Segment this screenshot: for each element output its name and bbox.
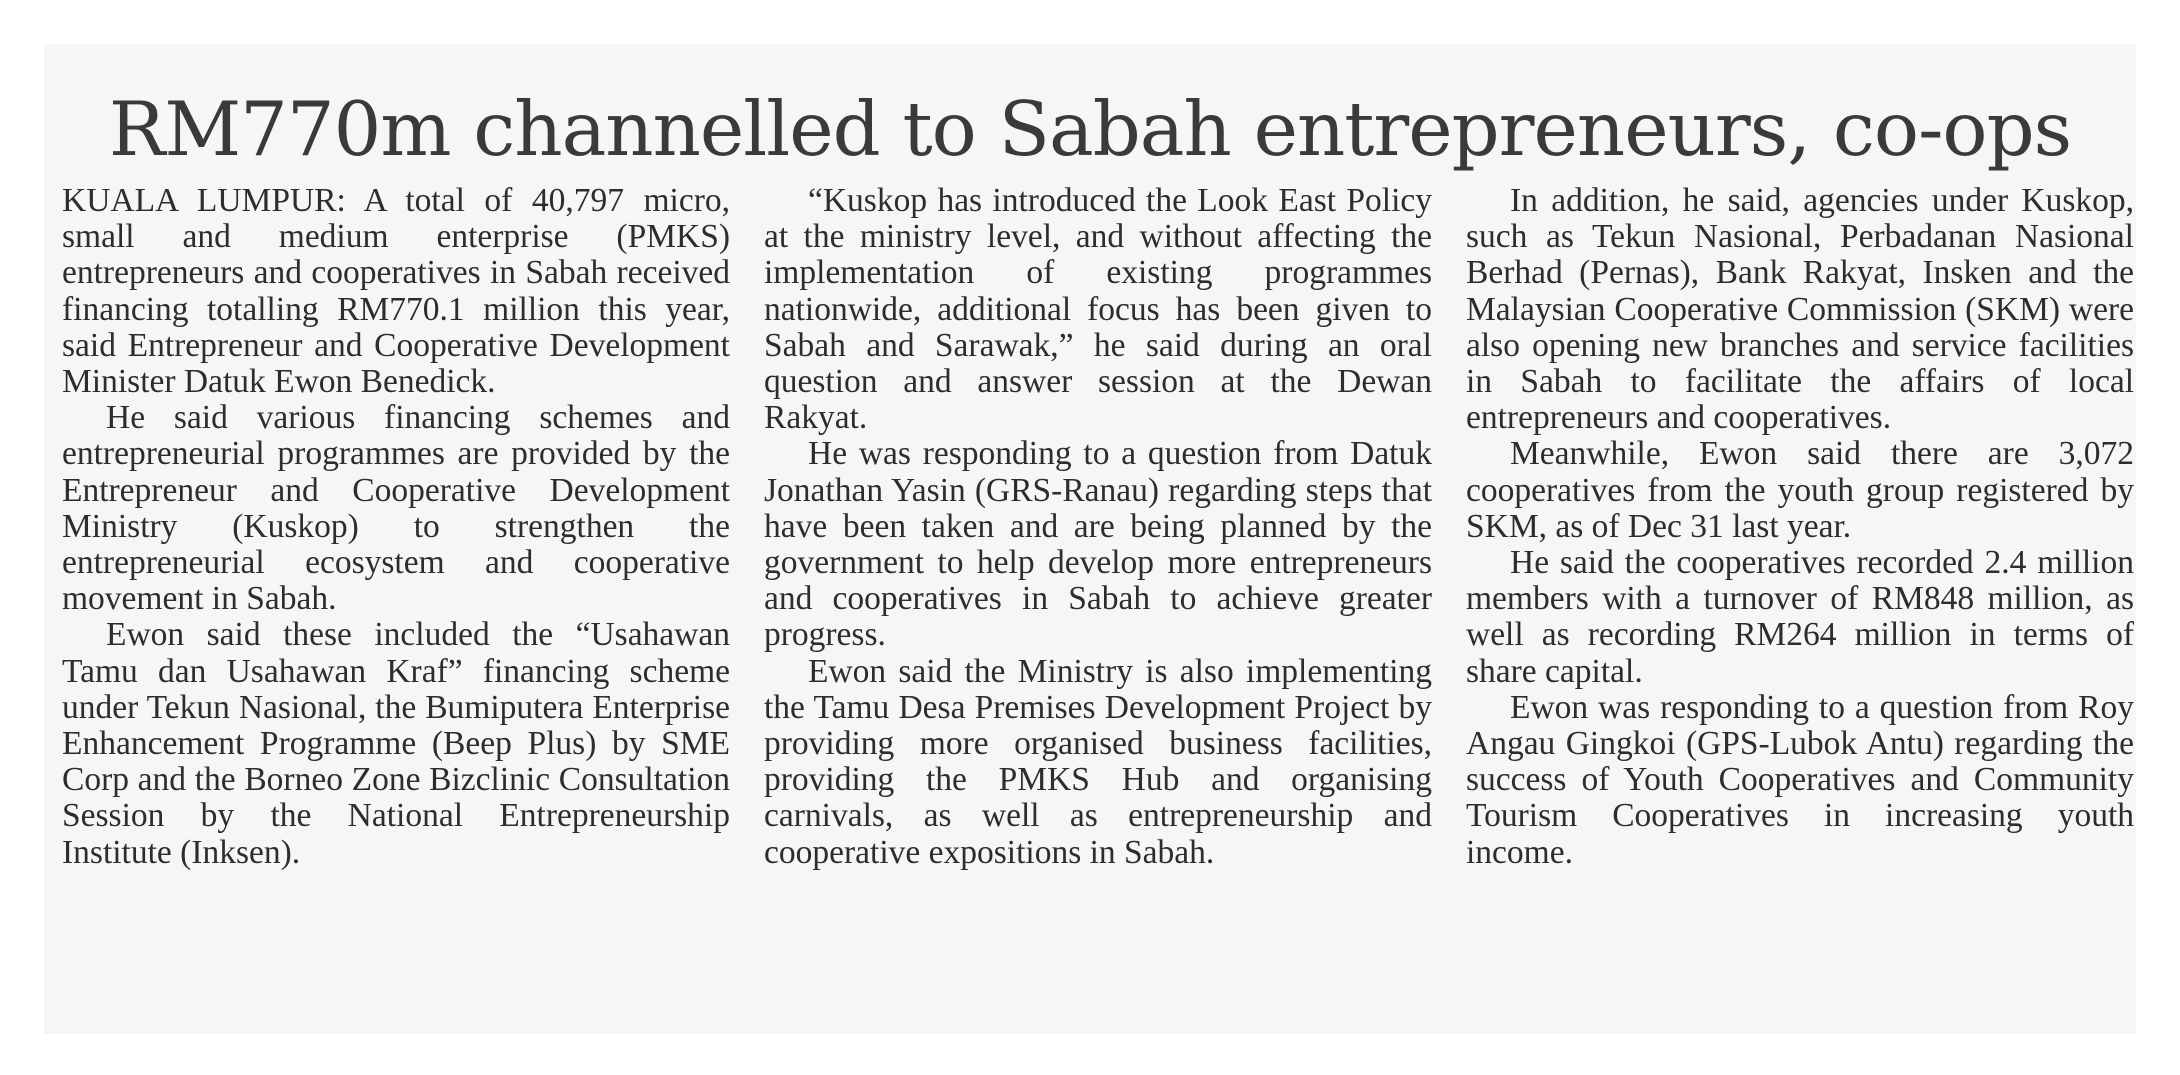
column-2-paragraph-2: He was responding to a question from Datuk Jonathan Yasin (GRS-Ranau) regarding steps that have been taken and are being planned by the government to help develop more entrepreneurs and cooperatives in Sabah to achieve greater progress. — [764, 435, 1432, 654]
article-headline: RM770m channelled to Sabah entrepreneurs, co-ops — [108, 85, 2072, 173]
article-column-3 — [1466, 183, 2134, 871]
article-column-1 — [62, 183, 730, 871]
column-2-paragraph-3: Ewon said the Ministry is also implementing the Tamu Desa Premises Development Project by providing more organised business facilities, providing the PMKS Hub and organising carnivals, as well as entrepreneurship and cooperative expositions in Sabah. — [764, 652, 1432, 871]
column-3-paragraph-2: Meanwhile, Ewon said there are 3,072 cooperatives from the youth group registered by SKM, as of Dec 31 last year. — [1466, 435, 2134, 545]
column-1-paragraph-3: Ewon said these included the “Usahawan Tamu dan Usahawan Kraf” financing scheme under Tekun Nasional, the Bumiputera Enterprise Enhancement Programme (Beep Plus) by SME Corp and the Borneo Zone Bizclinic Consultation Session by the National Entrepreneurship Institute (Inksen). — [62, 616, 730, 871]
column-3-paragraph-4: Ewon was responding to a question from Roy Angau Gingkoi (GPS-Lubok Antu) regarding the success of Youth Cooperatives and Community Tourism Cooperatives in increasing youth income. — [1466, 688, 2134, 871]
column-1-paragraph-1: KUALA LUMPUR: A total of 40,797 micro, small and medium enterprise (PMKS) entrepreneurs and cooperatives in Sabah received financing totalling RM770.1 million this year, said Entrepreneur and Cooperative Development Minister Datuk Ewon Benedick. — [62, 182, 730, 401]
column-3-paragraph-3: He said the cooperatives recorded 2.4 million members with a turnover of RM848 million, as well as recording RM264 million in terms of share capital. — [1466, 544, 2134, 690]
article-column-2 — [764, 183, 1432, 871]
news-clipping — [44, 44, 2136, 1034]
column-1-paragraph-2: He said various financing schemes and entrepreneurial programmes are provided by the Entrepreneur and Cooperative Development Ministry (Kuskop) to strengthen the entrepreneurial ecosystem and cooperative movement in Sabah. — [62, 399, 730, 618]
column-2-paragraph-1: “Kuskop has introduced the Look East Policy at the ministry level, and without affecting the implementation of existing programmes nationwide, additional focus has been given to Sabah and Sarawak,” he said during an oral question and answer session at the Dewan Rakyat. — [764, 182, 1432, 437]
column-3-paragraph-1: In addition, he said, agencies under Kuskop, such as Tekun Nasional, Perbadanan Nasional Berhad (Pernas), Bank Rakyat, Insken and the Malaysian Cooperative Commission (SKM) were also opening new branches and service facilities in Sabah to facilitate the affairs of local entrepreneurs and cooperatives. — [1466, 182, 2134, 437]
